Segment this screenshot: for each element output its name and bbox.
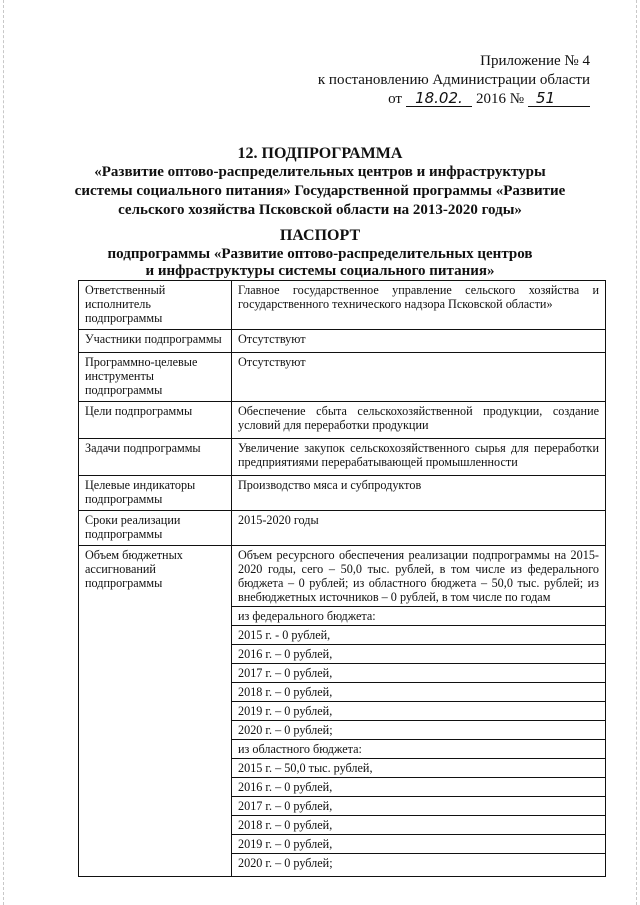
budget-line: 2017 г. – 0 рублей, (232, 796, 605, 815)
budget-line: 2016 г. – 0 рублей, (232, 644, 605, 663)
row-label: Программно-целевые инструменты подпрограммы (79, 353, 232, 402)
row-value (232, 353, 606, 402)
row-value-text: Обеспечение сбыта сельскохозяйственной продукции, создание условий для переработки продукции (238, 404, 599, 432)
row-value (232, 402, 606, 439)
budget-line: 2019 г. – 0 рублей, (232, 834, 605, 853)
row-value-text: Отсутствуют (238, 355, 306, 369)
appendix-header (318, 52, 590, 109)
subprogram-title: 12. ПОДПРОГРАММА (237, 145, 403, 162)
subprogram-heading-line: «Развитие оптово-распределительных центров и инфраструктуры (94, 164, 546, 180)
row-label: Ответственный исполнитель подпрограммы (79, 281, 232, 330)
row-value-text: Производство мяса и субпродуктов (238, 478, 422, 492)
passport-table (78, 280, 606, 877)
table-row (79, 546, 606, 877)
row-value-text: Главное государственное управление сельского хозяйства и государственного технического надзора Псковской области» (238, 283, 599, 311)
row-value-text: 2015-2020 годы (238, 513, 319, 527)
subprogram-heading-line: сельского хозяйства Псковской области на 2013-2020 годы» (118, 202, 522, 218)
budget-line: 2020 г. – 0 рублей; (232, 853, 605, 872)
row-value (232, 546, 606, 877)
table-row (79, 281, 606, 330)
budget-line: 2015 г. – 50,0 тыс. рублей, (232, 758, 605, 777)
table-row (79, 439, 606, 476)
passport-heading (60, 226, 580, 280)
row-value (232, 281, 606, 330)
row-value (232, 439, 606, 476)
table-row (79, 511, 606, 546)
row-label: Целевые индикаторы подпрограммы (79, 476, 232, 511)
row-label: Участники подпрограммы (79, 330, 232, 353)
appendix-year: 2016 № (475, 91, 524, 107)
subprogram-heading (60, 144, 580, 220)
budget-line: 2015 г. - 0 рублей, (232, 625, 605, 644)
budget-line: из областного бюджета: (232, 739, 605, 758)
passport-subtitle-line: подпрограммы «Развитие оптово-распределительных центров (107, 246, 533, 262)
handwritten-date: 18.02. (406, 90, 472, 107)
row-value (232, 330, 606, 353)
row-label: Цели подпрограммы (79, 402, 232, 439)
budget-line: 2017 г. – 0 рублей, (232, 663, 605, 682)
passport-subtitle-line: и инфраструктуры системы социального питания» (145, 263, 495, 279)
row-label: Объем бюджетных ассигнований подпрограммы (79, 546, 232, 877)
appendix-resolution: к постановлению Администрации области (317, 72, 590, 88)
appendix-date-line (318, 90, 590, 109)
scan-edge-right (636, 0, 637, 905)
budget-line: 2020 г. – 0 рублей; (232, 720, 605, 739)
passport-title: ПАСПОРТ (279, 227, 361, 244)
row-value (232, 476, 606, 511)
row-label: Задачи подпрограммы (79, 439, 232, 476)
appendix-date-prefix: от (388, 91, 402, 107)
scan-edge-left (3, 0, 4, 905)
row-value-text: Увеличение закупок сельскохозяйственного сырья для переработки предприятиями перерабатывающей промышленности (238, 441, 599, 469)
budget-line: 2019 г. – 0 рублей, (232, 701, 605, 720)
table-row (79, 476, 606, 511)
row-label: Сроки реализации подпрограммы (79, 511, 232, 546)
budget-summary: Объем ресурсного обеспечения реализации подпрограммы на 2015-2020 годы, сего – 50,0 тыс. рублей, в том числе из федерального бюджета – 0 рублей; из областного бюджета – 50,0 тыс. рублей; из внебюджетных источников – 0 рублей, в том числе по годам (238, 548, 599, 604)
budget-line: 2016 г. – 0 рублей, (232, 777, 605, 796)
subprogram-heading-line: системы социального питания» Государственной программы «Развитие (74, 183, 566, 199)
row-value-text: Отсутствуют (238, 332, 306, 346)
table-row (79, 353, 606, 402)
handwritten-number: 51 (528, 90, 590, 107)
row-value (232, 511, 606, 546)
table-row (79, 402, 606, 439)
table-row (79, 330, 606, 353)
budget-line: 2018 г. – 0 рублей, (232, 682, 605, 701)
budget-line: 2018 г. – 0 рублей, (232, 815, 605, 834)
budget-line: из федерального бюджета: (232, 606, 605, 625)
appendix-number: Приложение № 4 (480, 53, 590, 69)
